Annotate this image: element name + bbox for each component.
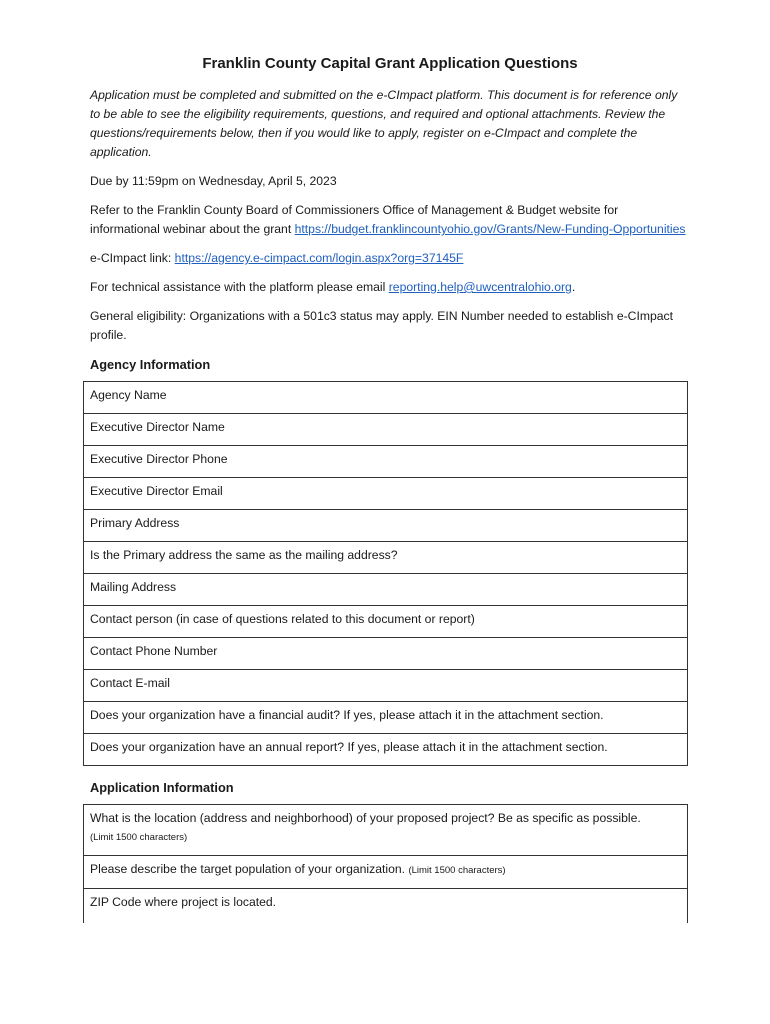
contact-phone-field: Contact Phone Number <box>84 638 688 670</box>
table-row <box>84 414 688 446</box>
tech-paragraph <box>90 278 690 297</box>
table-row <box>84 702 688 734</box>
target-population-text: Please describe the target population of your organization. <box>90 862 409 876</box>
ecimpact-paragraph <box>90 249 690 268</box>
table-row <box>84 478 688 510</box>
project-zip-question: ZIP Code where project is located. <box>84 889 688 924</box>
due-date: Due by 11:59pm on Wednesday, April 5, 2023 <box>90 174 337 188</box>
same-mailing-address-field: Is the Primary address the same as the mailing address? <box>84 542 688 574</box>
support-email-link[interactable]: reporting.help@uwcentralohio.org <box>388 280 572 294</box>
table-row <box>84 382 688 414</box>
character-limit-note: (Limit 1500 characters) <box>90 832 188 843</box>
contact-person-field: Contact person (in case of questions related to this document or report) <box>84 606 688 638</box>
intro-paragraph: Application must be completed and submitted on the e-CImpact platform. This document is for reference only to be able to see the eligibility requirements, questions, and required and optional attachments. Review the questions/requirements below, then if you would like to apply, register on e-CImpact and complete the application. <box>90 88 678 159</box>
refer-text: Refer to the Franklin County Board of Commissioners Office of Management & Budget website for informational webinar about the grant <box>90 203 619 236</box>
table-row <box>84 889 688 924</box>
table-row <box>84 670 688 702</box>
table-row <box>84 734 688 766</box>
executive-director-email-field: Executive Director Email <box>84 478 688 510</box>
financial-audit-field: Does your organization have a financial audit? If yes, please attach it in the attachment section. <box>84 702 688 734</box>
table-row <box>84 638 688 670</box>
primary-address-field: Primary Address <box>84 510 688 542</box>
application-info-table <box>83 804 688 923</box>
annual-report-field: Does your organization have an annual report? If yes, please attach it in the attachment section. <box>84 734 688 766</box>
table-row <box>84 542 688 574</box>
table-row <box>84 510 688 542</box>
table-row <box>84 805 688 856</box>
table-row <box>84 606 688 638</box>
project-location-text: What is the location (address and neighborhood) of your proposed project? Be as specific as possible. <box>90 811 641 825</box>
contact-email-field: Contact E-mail <box>84 670 688 702</box>
table-row <box>84 856 688 889</box>
mailing-address-field: Mailing Address <box>84 574 688 606</box>
ecimpact-link[interactable]: https://agency.e-cimpact.com/login.aspx?org=37145F <box>174 251 464 265</box>
table-row <box>84 446 688 478</box>
target-population-question <box>84 856 688 889</box>
document-content <box>90 54 690 935</box>
tech-end: . <box>571 280 576 294</box>
agency-info-table <box>83 381 688 766</box>
project-location-question <box>84 805 688 856</box>
ecimpact-label: e-CImpact link: <box>90 251 175 265</box>
application-info-heading: Application Information <box>90 780 234 795</box>
character-limit-note: (Limit 1500 characters) <box>408 865 506 876</box>
executive-director-phone-field: Executive Director Phone <box>84 446 688 478</box>
eligibility-paragraph: General eligibility: Organizations with a 501c3 status may apply. EIN Number needed to establish e-CImpact profile. <box>90 309 674 342</box>
budget-website-link[interactable]: https://budget.franklincountyohio.gov/Grants/New-Funding-Opportunities <box>294 222 686 236</box>
tech-text: For technical assistance with the platform please email <box>90 280 389 294</box>
page-title: Franklin County Capital Grant Application Questions <box>202 55 578 72</box>
table-row <box>84 574 688 606</box>
refer-paragraph <box>90 201 690 239</box>
executive-director-name-field: Executive Director Name <box>84 414 688 446</box>
agency-name-field: Agency Name <box>84 382 688 414</box>
agency-info-heading: Agency Information <box>90 357 211 372</box>
